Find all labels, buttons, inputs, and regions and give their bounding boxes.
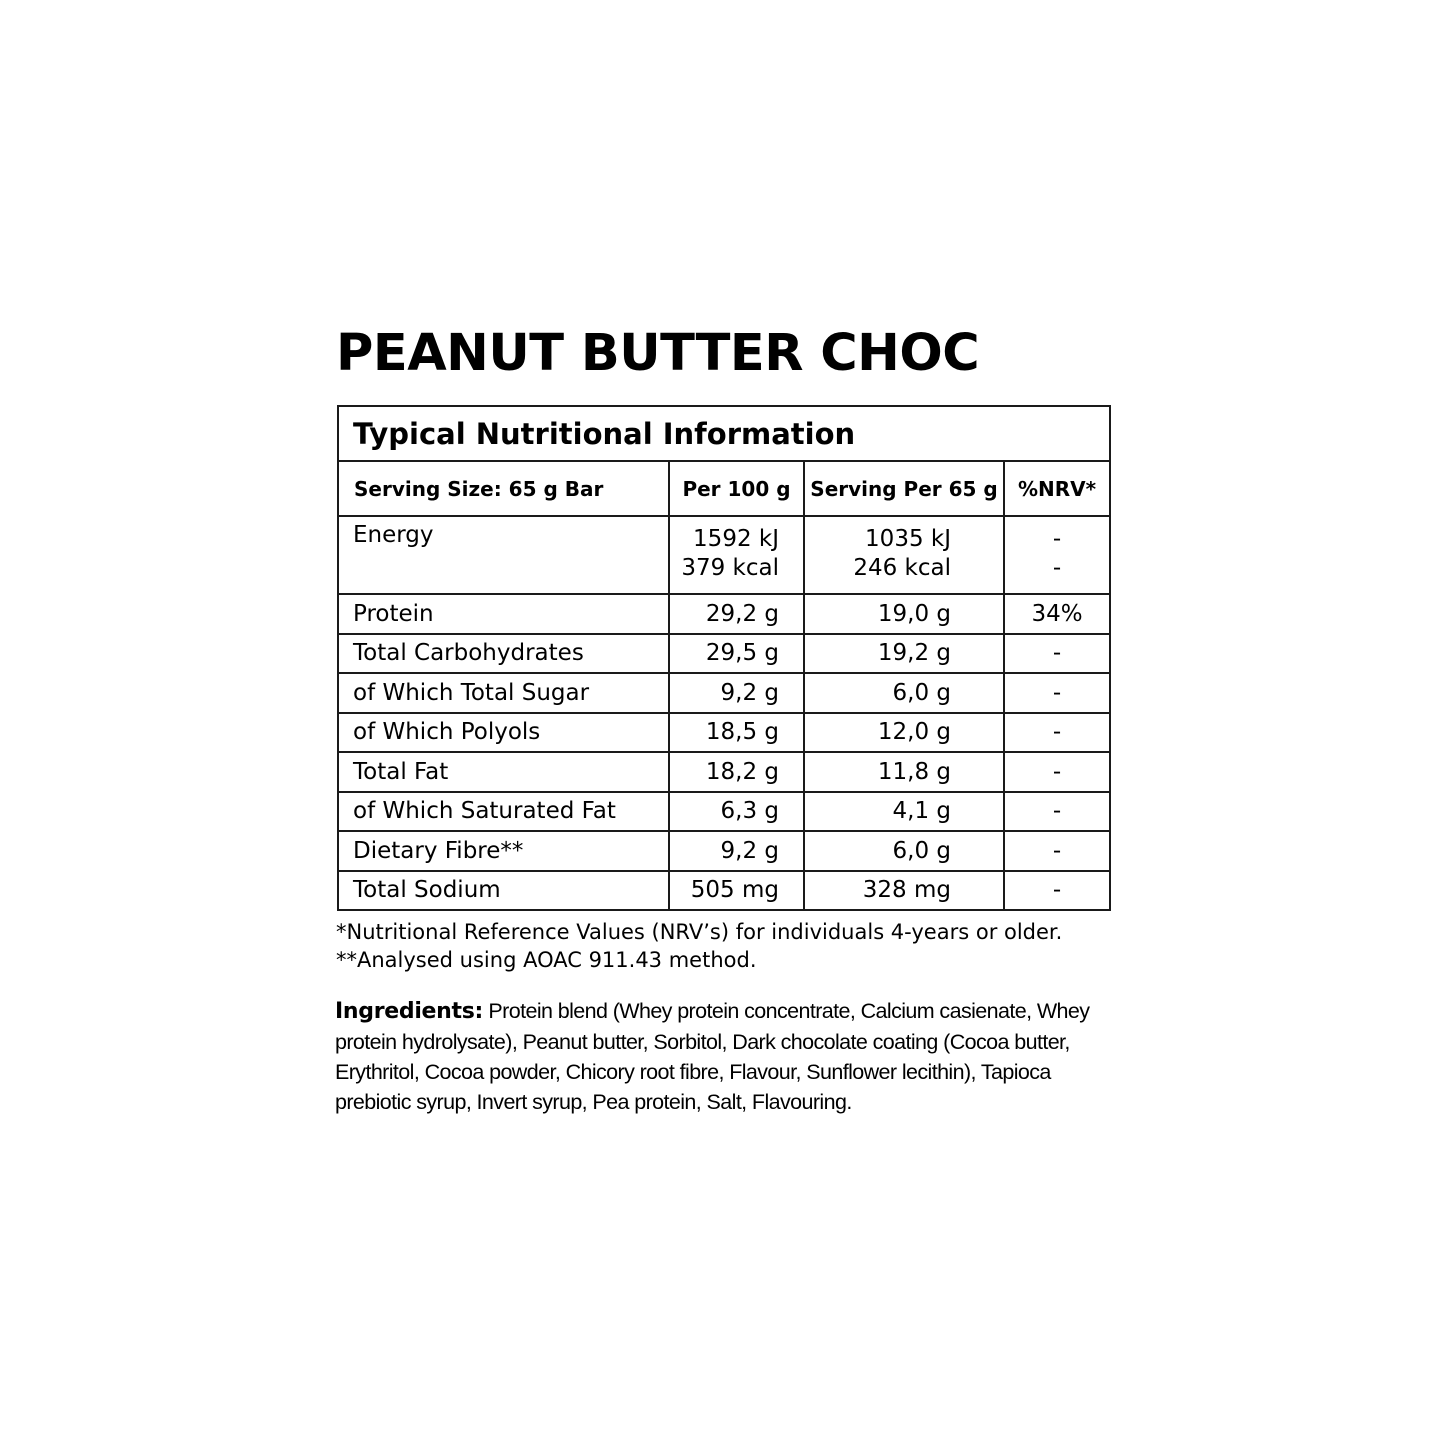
energy-per100-kj: 1592 kJ bbox=[693, 526, 779, 552]
table-row bbox=[338, 752, 1110, 792]
per100-value: 9,2 g bbox=[669, 831, 804, 871]
nutrient-label: of Which Total Sugar bbox=[338, 673, 669, 713]
energy-serving-kj: 1035 kJ bbox=[865, 526, 951, 552]
serving-value: 6,0 g bbox=[804, 673, 1004, 713]
per100-value: 29,2 g bbox=[669, 594, 804, 634]
nutrient-label: of Which Saturated Fat bbox=[338, 792, 669, 832]
header-serving-per-65g: Serving Per 65 g bbox=[804, 461, 1004, 516]
table-caption: Typical Nutritional Information bbox=[338, 406, 1110, 461]
nrv-value: - bbox=[1004, 831, 1110, 871]
nutrient-label: Protein bbox=[338, 594, 669, 634]
energy-label: Energy bbox=[338, 516, 669, 594]
serving-value: 19,2 g bbox=[804, 634, 1004, 674]
nutrient-label: Total Sodium bbox=[338, 871, 669, 911]
per100-value: 29,5 g bbox=[669, 634, 804, 674]
per100-value: 505 mg bbox=[669, 871, 804, 911]
table-row bbox=[338, 831, 1110, 871]
per100-value: 18,2 g bbox=[669, 752, 804, 792]
nutrient-label: of Which Polyols bbox=[338, 713, 669, 753]
nrv-value: 34% bbox=[1004, 594, 1110, 634]
header-serving-size: Serving Size: 65 g Bar bbox=[338, 461, 669, 516]
per100-value: 9,2 g bbox=[669, 673, 804, 713]
nutrient-label: Total Fat bbox=[338, 752, 669, 792]
header-per-100g: Per 100 g bbox=[669, 461, 804, 516]
table-header-row bbox=[338, 461, 1110, 516]
nrv-value: - bbox=[1004, 713, 1110, 753]
table-row-energy bbox=[338, 516, 1110, 594]
table-row bbox=[338, 713, 1110, 753]
nutrient-label: Total Carbohydrates bbox=[338, 634, 669, 674]
energy-nrv-kcal: - bbox=[1052, 555, 1062, 581]
serving-value: 12,0 g bbox=[804, 713, 1004, 753]
ingredients-label: Ingredients: bbox=[335, 999, 484, 1024]
ingredients-paragraph bbox=[335, 996, 1125, 1117]
header-nrv: %NRV* bbox=[1004, 461, 1110, 516]
nrv-value: - bbox=[1004, 752, 1110, 792]
energy-serving-cell bbox=[804, 516, 1004, 594]
table-row bbox=[338, 792, 1110, 832]
serving-value: 11,8 g bbox=[804, 752, 1004, 792]
nrv-value: - bbox=[1004, 792, 1110, 832]
serving-value: 19,0 g bbox=[804, 594, 1004, 634]
table-row bbox=[338, 871, 1110, 911]
serving-value: 328 mg bbox=[804, 871, 1004, 911]
per100-value: 6,3 g bbox=[669, 792, 804, 832]
footnote-nrv: *Nutritional Reference Values (NRV’s) for individuals 4-years or older. bbox=[336, 920, 1063, 944]
energy-serving-kcal: 246 kcal bbox=[853, 555, 951, 581]
product-title: PEANUT BUTTER CHOC bbox=[336, 324, 980, 383]
serving-value: 6,0 g bbox=[804, 831, 1004, 871]
energy-per100-kcal: 379 kcal bbox=[681, 555, 779, 581]
nutrient-label: Dietary Fibre** bbox=[338, 831, 669, 871]
energy-nrv-kj: - bbox=[1052, 526, 1062, 552]
table-row bbox=[338, 634, 1110, 674]
nrv-value: - bbox=[1004, 871, 1110, 911]
nutrition-table bbox=[337, 405, 1111, 911]
energy-per100-cell bbox=[669, 516, 804, 594]
ingredients-text: Protein blend (Whey protein concentrate, Calcium casienate, Whey protein hydrolysate), Peanut butter, Sorbitol, Dark chocolate coating (Cocoa butter, Erythritol, Cocoa powder, Chicory root fibre, Flavour, Sunflower lecithin), Tapioca prebiotic syrup, Invert syrup, Pea protein, Salt, Flavouring. bbox=[335, 999, 1090, 1114]
nrv-value: - bbox=[1004, 673, 1110, 713]
table-row bbox=[338, 594, 1110, 634]
table-row bbox=[338, 673, 1110, 713]
footnotes bbox=[336, 918, 1062, 974]
energy-nrv-cell bbox=[1004, 516, 1110, 594]
table-caption-row bbox=[338, 406, 1110, 461]
per100-value: 18,5 g bbox=[669, 713, 804, 753]
serving-value: 4,1 g bbox=[804, 792, 1004, 832]
footnote-analysis: **Analysed using AOAC 911.43 method. bbox=[336, 948, 757, 972]
nrv-value: - bbox=[1004, 634, 1110, 674]
